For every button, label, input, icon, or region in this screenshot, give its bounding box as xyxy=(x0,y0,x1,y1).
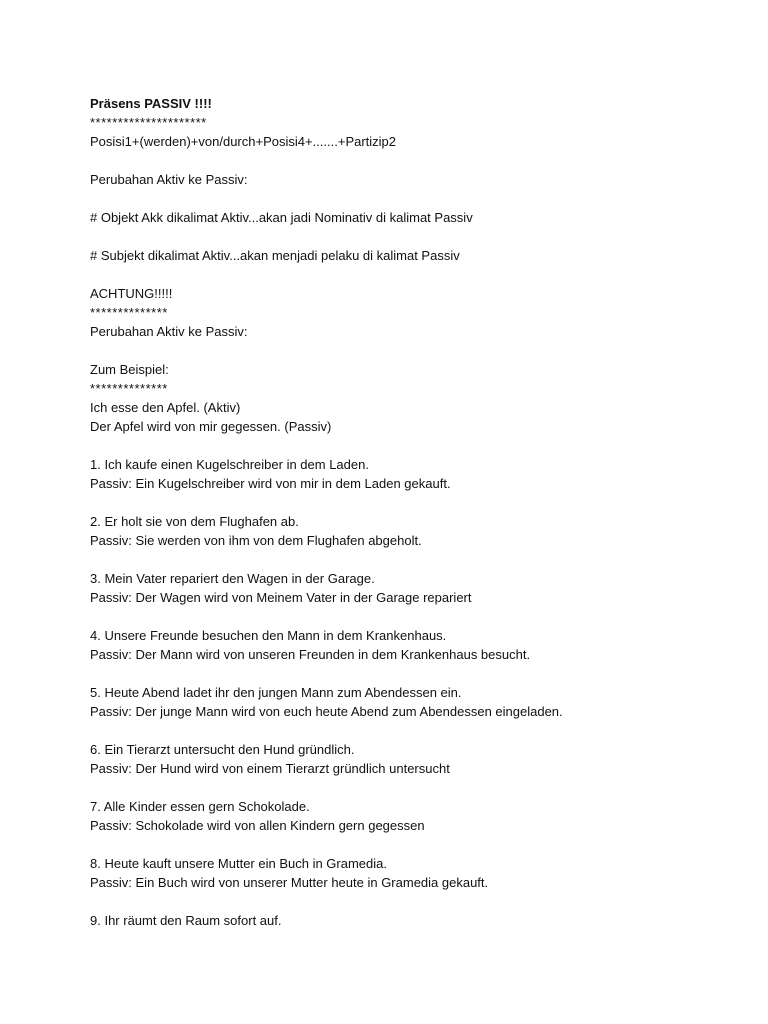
exercise-active: 8. Heute kauft unsere Mutter ein Buch in Gramedia. xyxy=(90,856,387,871)
title-divider: ********************* xyxy=(90,115,207,130)
exercise-item xyxy=(90,854,710,892)
exercise-passive: Passiv: Schokolade wird von allen Kindern gern gegessen xyxy=(90,818,425,833)
exercise-passive: Passiv: Der Wagen wird von Meinem Vater in der Garage repariert xyxy=(90,590,472,605)
exercise-active: 9. Ihr räumt den Raum sofort auf. xyxy=(90,913,282,928)
achtung-heading: ACHTUNG!!!!! xyxy=(90,286,173,301)
exercise-item xyxy=(90,569,710,607)
exercise-passive: Passiv: Der Mann wird von unseren Freunden in dem Krankenhaus besucht. xyxy=(90,647,531,662)
exercise-item xyxy=(90,455,710,493)
exercise-passive: Passiv: Der junge Mann wird von euch heute Abend zum Abendessen eingeladen. xyxy=(90,704,563,719)
achtung-divider: ************** xyxy=(90,305,168,320)
exercise-item xyxy=(90,626,710,664)
exercise-active: 7. Alle Kinder essen gern Schokolade. xyxy=(90,799,310,814)
document-page xyxy=(90,94,710,930)
exercise-active: 3. Mein Vater repariert den Wagen in der Garage. xyxy=(90,571,375,586)
exercise-active: 6. Ein Tierarzt untersucht den Hund gründlich. xyxy=(90,742,355,757)
passive-formula: Posisi1+(werden)+von/durch+Posisi4+.......+Partizip2 xyxy=(90,134,397,149)
rule-object: # Objekt Akk dikalimat Aktiv...akan jadi Nominativ di kalimat Passiv xyxy=(90,210,473,225)
exercise-passive: Passiv: Ein Buch wird von unserer Mutter heute in Gramedia gekauft. xyxy=(90,875,489,890)
exercise-passive: Passiv: Sie werden von ihm von dem Flughafen abgeholt. xyxy=(90,533,422,548)
exercise-active: 1. Ich kaufe einen Kugelschreiber in dem Laden. xyxy=(90,457,369,472)
exercise-passive: Passiv: Ein Kugelschreiber wird von mir in dem Laden gekauft. xyxy=(90,476,451,491)
exercise-active: 4. Unsere Freunde besuchen den Mann in dem Krankenhaus. xyxy=(90,628,447,643)
exercise-active: 5. Heute Abend ladet ihr den jungen Mann zum Abendessen ein. xyxy=(90,685,462,700)
example-divider: ************** xyxy=(90,381,168,396)
exercise-item xyxy=(90,740,710,778)
exercise-item xyxy=(90,512,710,550)
example-active-sentence: Ich esse den Apfel. (Aktiv) xyxy=(90,400,241,415)
exercise-item xyxy=(90,683,710,721)
exercise-passive: Passiv: Der Hund wird von einem Tierarzt gründlich untersucht xyxy=(90,761,450,776)
exercise-item xyxy=(90,797,710,835)
example-passive-sentence: Der Apfel wird von mir gegessen. (Passiv) xyxy=(90,419,332,434)
section-heading-repeat: Perubahan Aktiv ke Passiv: xyxy=(90,324,248,339)
exercise-active: 2. Er holt sie von dem Flughafen ab. xyxy=(90,514,299,529)
exercise-item xyxy=(90,911,710,930)
example-label: Zum Beispiel: xyxy=(90,362,169,377)
rule-subject: # Subjekt dikalimat Aktiv...akan menjadi pelaku di kalimat Passiv xyxy=(90,248,460,263)
document-title: Präsens PASSIV !!!! xyxy=(90,96,212,111)
section-heading: Perubahan Aktiv ke Passiv: xyxy=(90,172,248,187)
